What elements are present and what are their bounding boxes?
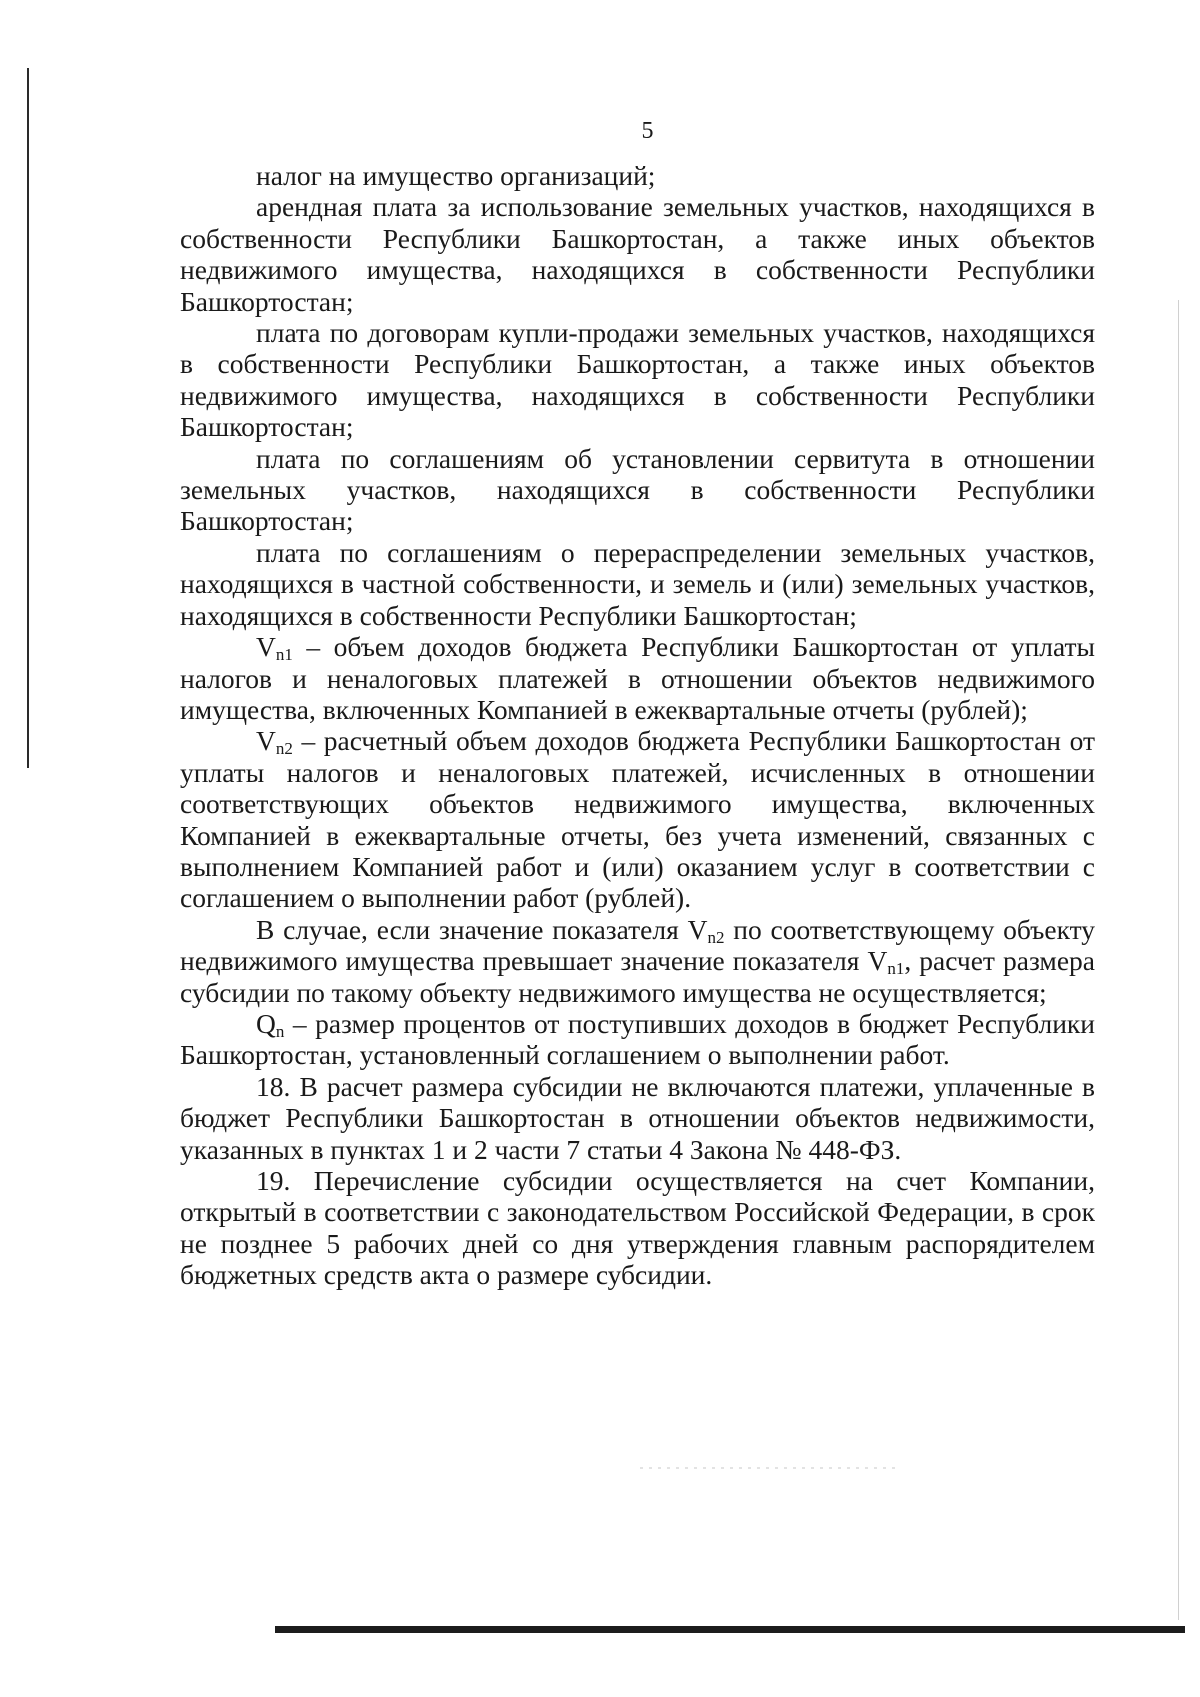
paragraph-land-sale: плата по договорам купли-продажи земельных участков, находящихся в собственности Республики Башкортостан, а также иных объектов недвижимого имущества, находящихся в собственности Республики Башкортостан; <box>180 317 1095 443</box>
paragraph-redistribution: плата по соглашениям о перераспределении земельных участков, находящихся в частной собственности, и земель и (или) земельных участков, находящихся в собственности Республики Башкортостан; <box>180 536 1095 631</box>
paragraph-qn-definition: $Q_n$ – размер процентов от поступивших доходов в бюджет Республики Башкортостан, установленный соглашением о выполнении работ. <box>180 1007 1095 1071</box>
scan-edge-right <box>1178 300 1179 1620</box>
document-body <box>180 160 1095 1291</box>
page-number: 5 <box>641 118 654 144</box>
scan-edge-left <box>27 68 29 768</box>
symbol-vn2: $V_{n2}$ <box>256 725 293 759</box>
paragraph-vn2-definition: $V_{n2}$ – расчетный объем доходов бюджета Республики Башкортостан от уплаты налогов и неналоговых платежей, исчисленных в отношении соответствующих объектов недвижимого имущества, включенных Компанией в ежеквартальные отчеты, без учета изменений, связанных с выполнением Компанией работ и (или) оказанием услуг в соответствии с соглашением о выполнении работ (рублей). <box>180 725 1095 914</box>
paragraph-property-tax: налог на имущество организаций; <box>256 160 656 191</box>
paragraph-servitude: плата по соглашениям об установлении сервитута в отношении земельных участков, находящихся в собственности Республики Башкортостан; <box>180 442 1095 537</box>
symbol-vn2-inline: $V_{n2}$ <box>687 913 725 947</box>
paragraph-exceeds-condition: В случае, если значение показателя $V_{n2}$ по соответствующему объекту недвижимого имущества превышает значение показателя $V_{n1}$, расчет размера субсидии по такому объекту недвижимого имущества не осуществляется; <box>180 913 1095 1008</box>
symbol-vn1: $V_{n1}$ <box>256 631 293 665</box>
paragraph-item-18: 18. В расчет размера субсидии не включаются платежи, уплаченные в бюджет Республики Башкортостан в отношении объектов недвижимости, указанных в пунктах 1 и 2 части 7 статьи 4 Закона № 448-ФЗ. <box>180 1070 1095 1165</box>
scan-artifact <box>640 1467 900 1469</box>
paragraph-land-rent: арендная плата за использование земельных участков, находящихся в собственности Республики Башкортостан, а также иных объектов недвижимого имущества, находящихся в собственности Республики Башкортостан; <box>180 191 1095 317</box>
paragraph-item-19: 19. Перечисление субсидии осуществляется на счет Компании, открытый в соответствии с законодательством Российской Федерации, в срок не позднее 5 рабочих дней со дня утверждения главным распорядителем бюджетных средств акта о размере субсидии. <box>180 1165 1095 1291</box>
scan-edge-bottom <box>275 1626 1185 1633</box>
paragraph-vn1-definition: $V_{n1}$ – объем доходов бюджета Республики Башкортостан от уплаты налогов и неналоговых платежей в отношении объектов недвижимого имущества, включенных Компанией в ежеквартальные отчеты (рублей); <box>180 631 1095 725</box>
symbol-vn1-inline: $V_{n1}$ <box>867 945 905 979</box>
symbol-qn: $Q_n$ <box>256 1007 285 1041</box>
